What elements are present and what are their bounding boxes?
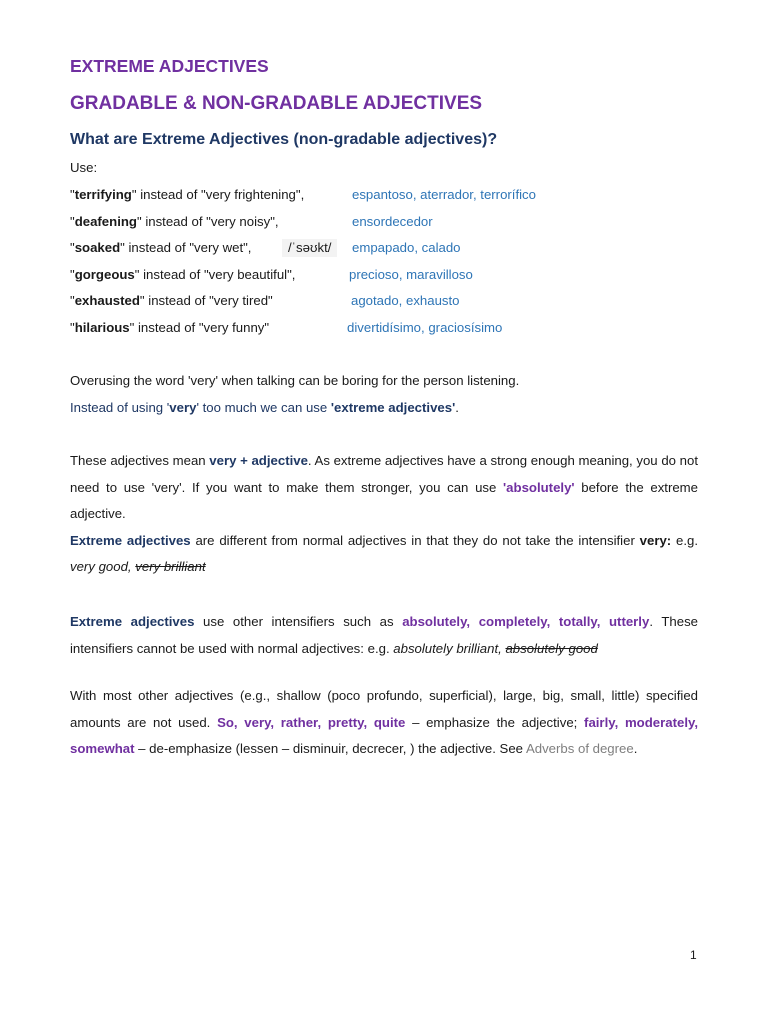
text-run: before the extreme adjective. (70, 479, 698, 522)
text-run: absolutely good (505, 640, 598, 656)
text-run: So, very, rather, pretty, quite (217, 714, 406, 730)
example-translation: agotado, exhausto (351, 293, 460, 308)
example-word: soaked (74, 240, 121, 255)
example-translation: empapado, calado (352, 240, 461, 255)
text-run: very + adjective (209, 453, 308, 468)
example-word: deafening (74, 214, 137, 229)
text-run: very good, (70, 559, 132, 575)
text-run: With most other adjectives (e.g., shallow (poco profundo, superficial), large, big, small, little) specified amounts are not used. (70, 688, 698, 730)
different-text (70, 528, 698, 581)
example-word: hilarious (74, 320, 130, 335)
document-page (70, 0, 698, 1024)
example-rest: " instead of "very tired" (139, 293, 273, 308)
example-rest: " instead of "very beautiful", (134, 267, 296, 282)
meaning-text (70, 448, 698, 528)
text-run: very: (639, 532, 672, 548)
text-run: ' too much we can use (196, 400, 331, 415)
example-word: gorgeous (74, 267, 135, 282)
example-rest: " instead of "very funny" (129, 320, 270, 335)
use-label: Use: (70, 160, 98, 175)
example-translation: divertidísimo, graciosísimo (347, 320, 503, 335)
example-line: "deafening" instead of "very noisy", (70, 214, 279, 229)
example-line: "soaked" instead of "very wet", (70, 240, 252, 255)
title-gradable: GRADABLE & NON-GRADABLE ADJECTIVES (70, 93, 483, 114)
text-run: e.g. (671, 532, 698, 548)
text-run: fairly, moderately, somewhat (70, 714, 699, 757)
text-run: absolutely, completely, totally, utterly (402, 614, 650, 629)
text-run: use other intensifiers such as (194, 614, 403, 629)
example-line: "terrifying" instead of "very frightening", (70, 187, 305, 202)
overuse-text: Overusing the word 'very' when talking can be boring for the person listening. (70, 373, 520, 388)
text-run: are different from normal adjectives in that they do not take the intensifier (190, 532, 640, 548)
text-run: . As extreme adjectives have a strong enough meaning, you do not need to use 'very'. If you want to make them stronger, you can use (70, 453, 698, 495)
example-line: "gorgeous" instead of "very beautiful", (70, 267, 296, 282)
section-heading: What are Extreme Adjectives (non-gradable adjectives)? (70, 131, 498, 148)
example-ipa: /ˈsəʊkt/ (282, 239, 337, 257)
page-number: 1 (690, 948, 697, 962)
instead-text (70, 399, 459, 417)
example-translation: precioso, maravilloso (349, 267, 473, 282)
text-run: . These intensifiers cannot be used with normal adjectives: e.g. (70, 614, 698, 656)
text-run: These adjectives mean (70, 453, 210, 468)
text-run: – emphasize the adjective; (405, 714, 585, 730)
example-line: "hilarious" instead of "very funny" (70, 320, 270, 335)
example-line: "exhausted" instead of "very tired" (70, 293, 273, 308)
text-run: Extreme adjectives (70, 532, 191, 548)
text-run: absolutely brilliant, (393, 640, 502, 656)
example-translation: espantoso, aterrador, terrorífico (352, 187, 536, 202)
intensifiers-paragraph (70, 609, 698, 662)
example-translation: ensordecedor (352, 214, 433, 229)
other-text (70, 683, 698, 763)
text-run: 'absolutely' (503, 479, 575, 495)
text-run: Extreme adjectives (70, 614, 195, 629)
example-rest: " instead of "very noisy", (136, 214, 279, 229)
text-run: very (169, 400, 197, 415)
text-run: very brilliant (135, 559, 206, 575)
title-extreme-adjectives: EXTREME ADJECTIVES (70, 56, 269, 76)
example-rest: " instead of "very wet", (120, 240, 252, 255)
text-run: – de-emphasize (lessen – disminuir, decrecer, ) the adjective. See (134, 741, 526, 757)
meaning-paragraph (70, 448, 698, 581)
text-run: Instead of using ' (70, 400, 170, 415)
other-adjectives-paragraph (70, 683, 698, 763)
example-word: terrifying (74, 187, 132, 202)
intensifiers-text (70, 609, 698, 662)
example-word: exhausted (74, 293, 140, 308)
text-run: . (633, 741, 638, 757)
text-run: . (455, 400, 459, 415)
example-rest: " instead of "very frightening", (131, 187, 305, 202)
text-run: 'extreme adjectives' (330, 400, 456, 415)
adverbs-of-degree-link[interactable]: Adverbs of degree (525, 741, 634, 757)
